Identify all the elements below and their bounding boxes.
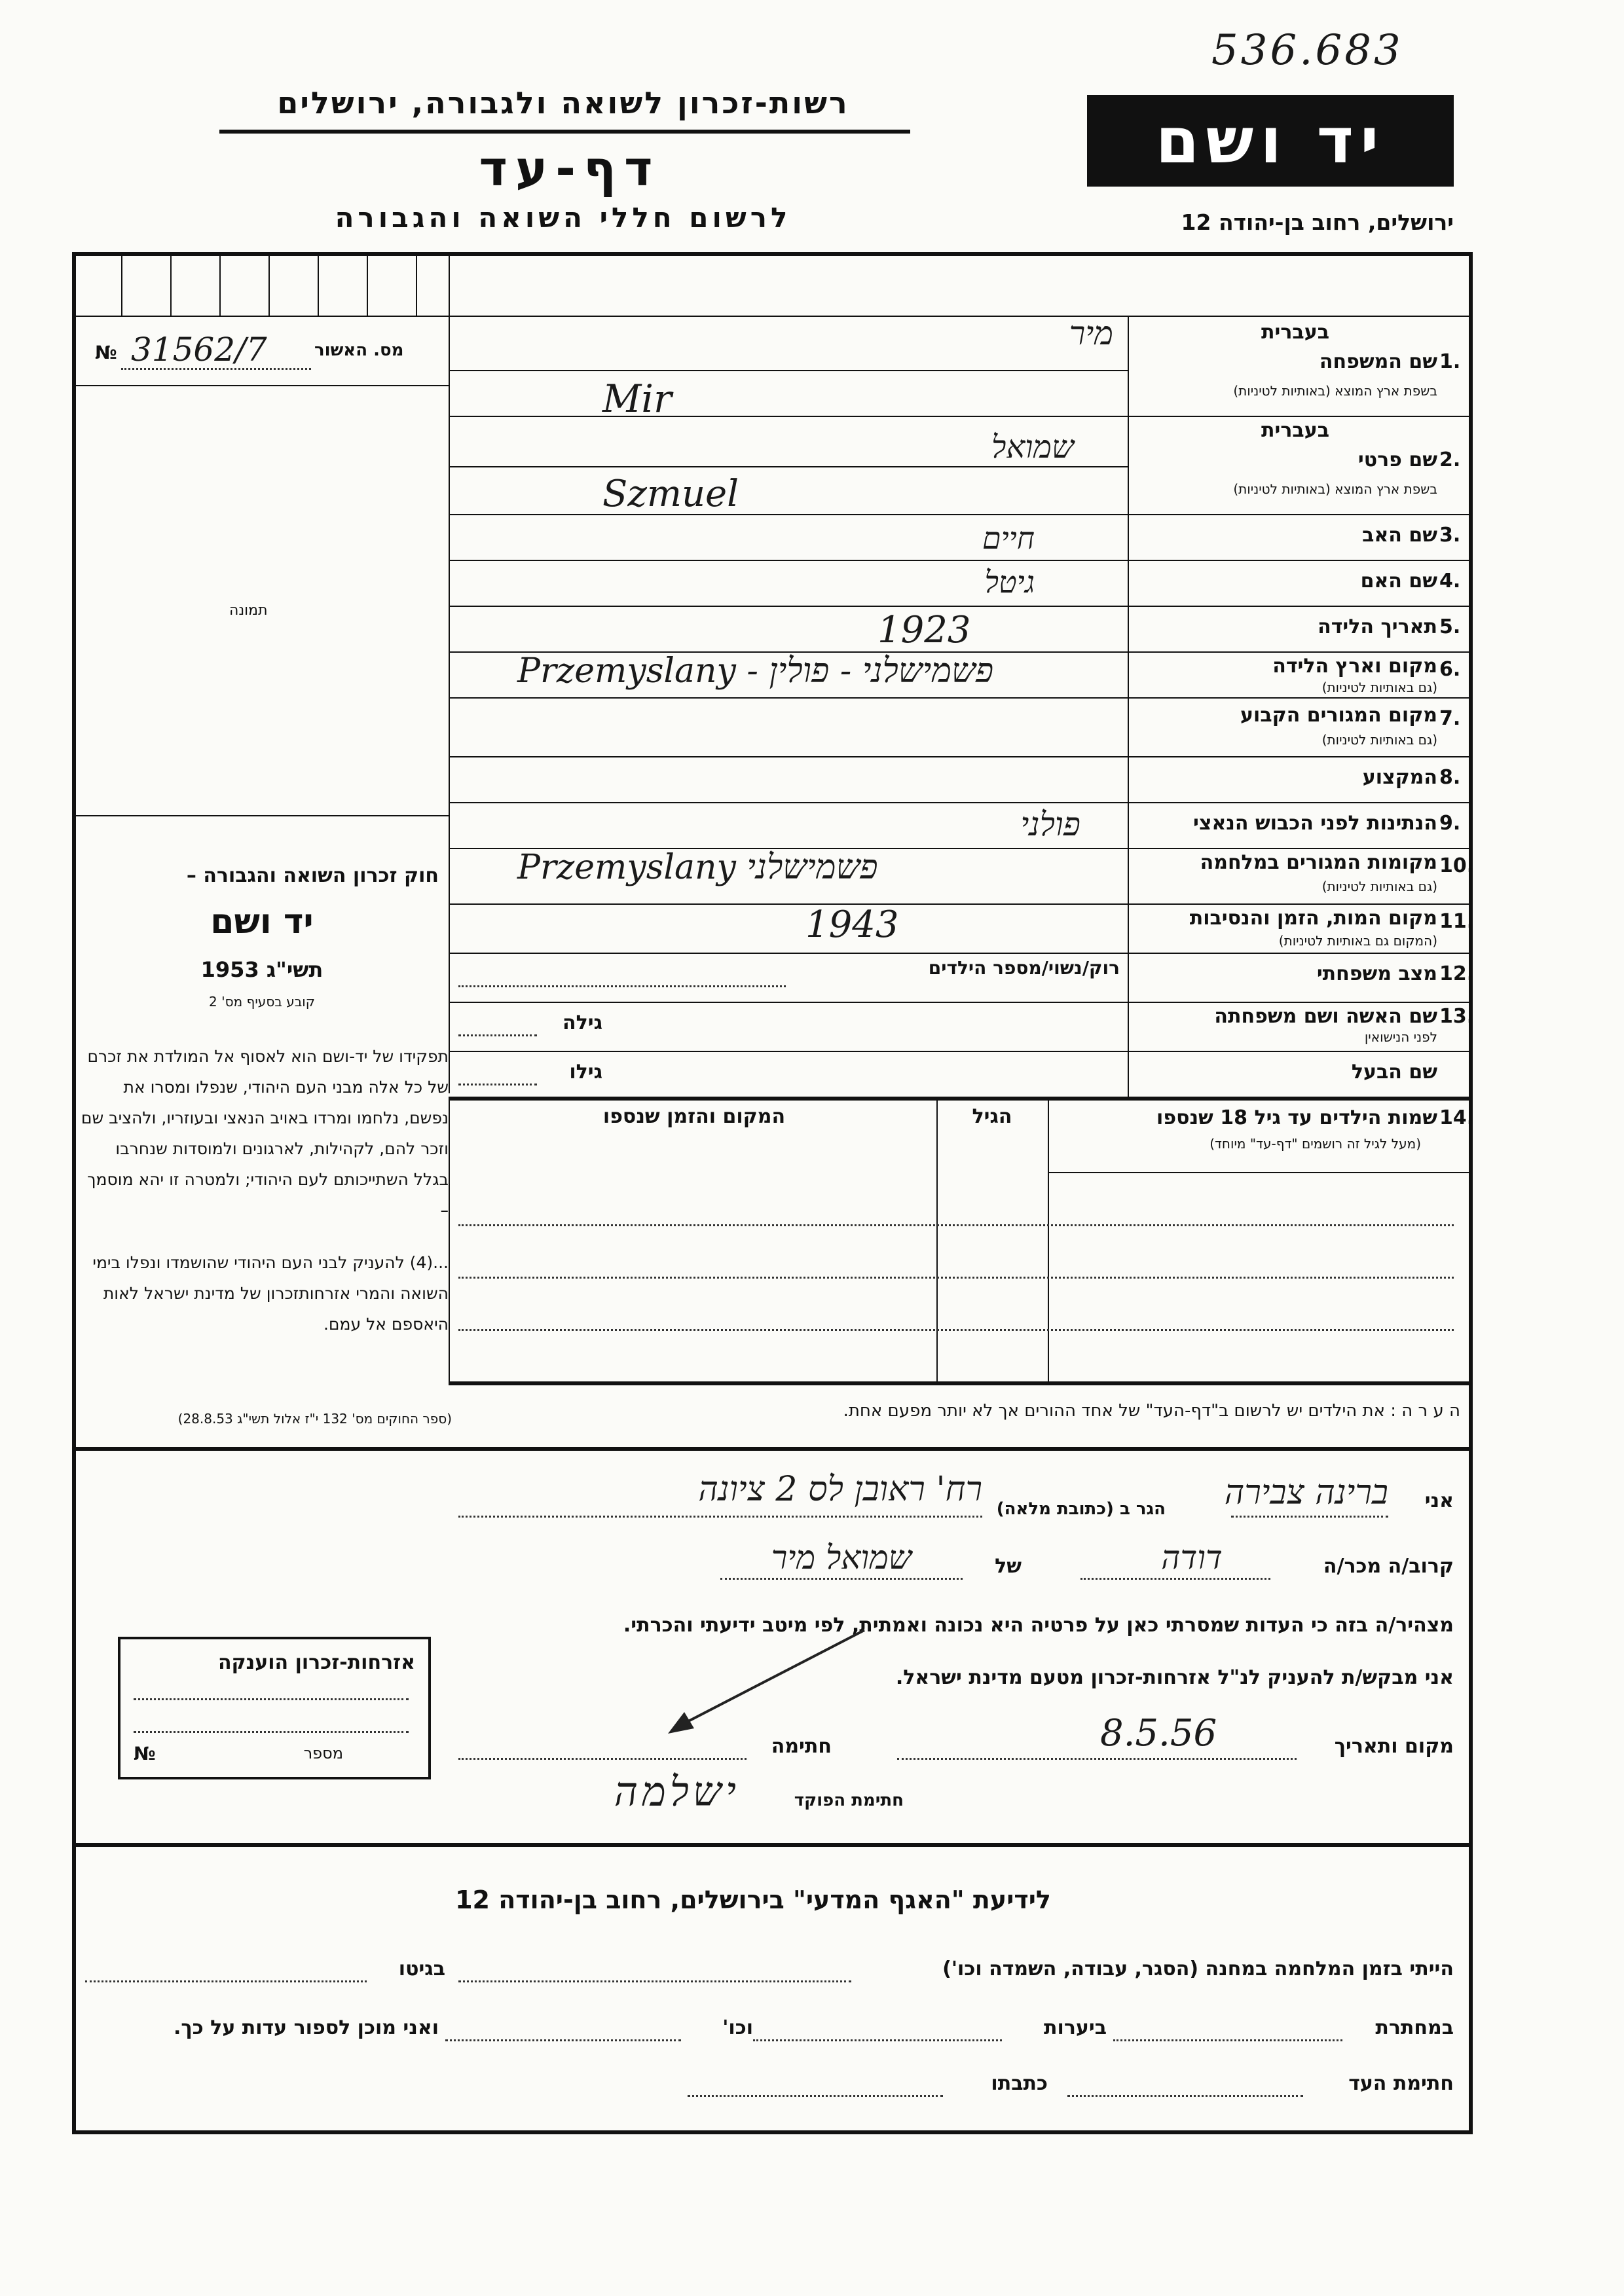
dotted-line bbox=[1080, 1578, 1270, 1580]
dotted-line bbox=[85, 1980, 367, 1982]
f2-label: שם פרטי bbox=[1357, 448, 1437, 471]
info-ghetto-label: בגיטו bbox=[398, 1958, 445, 1980]
children-age-header: הגיל bbox=[972, 1105, 1012, 1128]
relative-label: קרוב/ה מכר/ה bbox=[1323, 1555, 1454, 1578]
f6-value: Przemyslany - פשמישלני - פולין bbox=[517, 651, 994, 691]
citizenship-box bbox=[118, 1637, 431, 1779]
f12-label: מצב משפחתי bbox=[1316, 962, 1437, 985]
row-line bbox=[449, 697, 1469, 699]
children-left-border bbox=[449, 1097, 450, 1385]
frame-right bbox=[1469, 252, 1473, 2134]
f7-num: 7. bbox=[1439, 707, 1461, 730]
f2-num: 2. bbox=[1439, 448, 1461, 471]
f6-label: מקום וארץ הלידה bbox=[1272, 655, 1437, 678]
husband-label: שם הבעל bbox=[1351, 1061, 1437, 1084]
row-line bbox=[449, 953, 1469, 954]
note-line bbox=[72, 1447, 1473, 1451]
dotted-line bbox=[445, 2039, 681, 2041]
header-underline bbox=[219, 130, 910, 134]
form-subtitle: לרשום חללי השואה והגבורה bbox=[335, 202, 792, 234]
f1-value-hebrew: מיר bbox=[1069, 314, 1113, 352]
row-line bbox=[449, 514, 1469, 515]
children-col-divider bbox=[936, 1097, 938, 1385]
info-heading: לידיעת "האגף המדעי" בירושלים, רחוב בן-יהודה 12 bbox=[455, 1886, 1051, 1914]
children-table-bottom bbox=[449, 1381, 1469, 1385]
box-divider bbox=[219, 252, 221, 316]
f5-num: 5. bbox=[1439, 615, 1461, 638]
authority-name: רשות-זכרון לשואה ולגבורה, ירושלים bbox=[277, 85, 849, 120]
row-line bbox=[449, 416, 1469, 417]
row-line bbox=[449, 370, 1128, 371]
f7-sub: (גם באותיות לטיניות) bbox=[1321, 732, 1437, 748]
row-line bbox=[449, 560, 1469, 561]
dotted-line bbox=[1113, 2039, 1342, 2041]
address: ירושלים, רחוב בן-יהודה 12 bbox=[1181, 210, 1454, 235]
declarant-name: ברינה צבירה bbox=[1224, 1473, 1388, 1512]
f2-value-latin: Szmuel bbox=[602, 473, 739, 515]
f14-label: שמות הילדים עד גיל 18 שנספו bbox=[1156, 1106, 1437, 1129]
children-place-header: המקום והזמן שנספו bbox=[602, 1105, 786, 1128]
approval-no-sign: № bbox=[95, 342, 117, 363]
f5-label: תאריך הלידה bbox=[1318, 615, 1437, 638]
f2-sub: בשפת ארץ המוצא (באותיות לטיניות) bbox=[1233, 481, 1437, 497]
dotted-line bbox=[720, 1578, 963, 1580]
photo-label: תמונה bbox=[229, 602, 268, 619]
f11-label: מקום המות, הזמן והנסיבות bbox=[1189, 907, 1437, 930]
dotted-line bbox=[458, 1516, 982, 1518]
dotted-line bbox=[458, 1034, 537, 1036]
citizenship-box-title: אזרחות-זכרון הוענקה bbox=[217, 1651, 415, 1674]
law-year: תשי"ג 1953 bbox=[200, 957, 323, 982]
f11-sub: (המקום גם באותיות לטיניות) bbox=[1278, 933, 1437, 949]
date-value: 8.5.56 bbox=[1100, 1712, 1217, 1755]
info-camp-label: הייתי בזמן המלחמה במחנה (הסגר, עבודה, השמדה וכו') bbox=[942, 1958, 1454, 1980]
dotted-line bbox=[1231, 1516, 1388, 1518]
law-paragraph-1: תפקידו של יד-ושם הוא לאסוף אל המולדת את זכרם של כל אלה מבני העם היהודי, שנפלו ומסרו את נפשם, נלחמו ומרדו באויב הנאצי ובעוזריו, ולהציב שם וזכר להם, לקהילות, לארגונים ולמוסדות שנחרבו בגלל השתייכותם לעם היהודי; ולמטרה זו יהא מוסמך – bbox=[81, 1047, 449, 1220]
info-witness-signature-label: חתימת העד bbox=[1348, 2072, 1454, 2095]
declarant-i-label: אני bbox=[1424, 1489, 1454, 1512]
row-line bbox=[449, 1051, 1469, 1052]
f4-label: שם האם bbox=[1360, 570, 1437, 592]
note: ה ע ר ה : את הילדים יש לרשום ב"דף-העד" של אחד ההורים אך לא יותר מפעם אחת. bbox=[843, 1401, 1460, 1421]
children-row-line bbox=[458, 1277, 1454, 1279]
f3-label: שם האב bbox=[1362, 524, 1437, 547]
law-title: חוק זכרון השואה והגבורה – bbox=[186, 864, 439, 887]
declaration-request: אני מבקש/ת להעניק לנ"ל אזרחות-זכרון מטעם מדינת ישראל. bbox=[895, 1666, 1454, 1689]
info-address-label: כתבתו bbox=[991, 2072, 1048, 2095]
photo-box-bottom bbox=[72, 815, 449, 816]
f3-value: חיים bbox=[982, 520, 1035, 556]
box-divider bbox=[170, 252, 172, 316]
row-line bbox=[449, 802, 1469, 803]
info-ready-label: ואני מוכן לספור עדות על כך. bbox=[174, 2016, 439, 2039]
children-row-line bbox=[458, 1224, 1454, 1226]
place-date-label: מקום ותאריך bbox=[1334, 1735, 1454, 1758]
f12-value: רוק/נשוי/מספר הילדים bbox=[928, 957, 1120, 979]
top-strip-line bbox=[72, 316, 1473, 317]
f14-num: 14. bbox=[1439, 1106, 1475, 1129]
f10-label: מקומות המגורים במלחמה bbox=[1200, 851, 1437, 874]
citizenship-box-no-sign: № bbox=[134, 1743, 156, 1764]
info-forests-label: ביערות bbox=[1044, 2016, 1107, 2039]
dotted-line bbox=[458, 1084, 537, 1085]
left-column-divider bbox=[449, 252, 450, 1093]
f1-sub: בשפת ארץ המוצא (באותיות לטיניות) bbox=[1233, 383, 1437, 399]
of-value: שמואל מיר bbox=[771, 1539, 912, 1576]
children-header-line bbox=[1048, 1172, 1469, 1173]
f1-value-latin: Mir bbox=[602, 376, 672, 421]
dotted-line bbox=[753, 2039, 1002, 2041]
f11-value: 1943 bbox=[805, 903, 899, 946]
declarant-address: רח' ראובן לס 2 ציונה bbox=[698, 1470, 982, 1509]
f9-num: 9. bbox=[1439, 812, 1461, 835]
info-section-line bbox=[72, 1843, 1473, 1847]
row-line bbox=[449, 1097, 1469, 1101]
signature-label: חתימה bbox=[771, 1735, 832, 1758]
approval-value: 31562/7 bbox=[131, 331, 267, 369]
dotted-line bbox=[1067, 2095, 1303, 2097]
f1-num: 1. bbox=[1439, 350, 1461, 373]
f14-sub: (מעל לגיל זה רושמים "דף-עד" מיוחד) bbox=[1209, 1136, 1421, 1152]
dotted-line bbox=[458, 985, 786, 987]
f13-num: 13. bbox=[1439, 1005, 1475, 1028]
f6-num: 6. bbox=[1439, 658, 1461, 681]
dotted-line bbox=[688, 2095, 943, 2097]
arrow-icon bbox=[655, 1624, 871, 1741]
frame-top bbox=[72, 252, 1473, 256]
info-etc-label: וכו' bbox=[722, 2016, 753, 2039]
of-label: של bbox=[995, 1555, 1022, 1578]
f10-value: Przemyslany פשמישלני bbox=[517, 848, 878, 887]
f10-sub: (גם באותיות לטיניות) bbox=[1321, 879, 1437, 894]
citizenship-box-number-label: מספר bbox=[303, 1744, 343, 1762]
f9-label: הנתינות לפני הכבוש הנאצי bbox=[1193, 812, 1437, 835]
f3-num: 3. bbox=[1439, 524, 1461, 547]
dotted-line bbox=[134, 1698, 409, 1700]
law-clause: קובע בסעיף מס' 2 bbox=[209, 994, 315, 1010]
dotted-line bbox=[458, 1980, 851, 1982]
f9-value: פולני bbox=[1020, 805, 1080, 843]
yad-vashem-logo bbox=[1087, 95, 1454, 187]
declaration-statement: מצהיר/ה בזה כי העדות שמסרתי כאן על פרטיה היא נכונה ואמתית, לפי מיטב ידיעתי והכרתי. bbox=[623, 1614, 1454, 1637]
box-divider bbox=[268, 252, 270, 316]
info-underground-label: במחתרת bbox=[1375, 2016, 1454, 2039]
row-line bbox=[449, 1002, 1469, 1003]
dotted-line bbox=[458, 1758, 747, 1760]
husband-age-label: גילו bbox=[569, 1061, 602, 1084]
f7-label: מקום המגורים הקבוע bbox=[1240, 704, 1437, 727]
approval-label: מס. האשור bbox=[314, 340, 404, 360]
row-line bbox=[449, 606, 1469, 607]
form-title: דף-עד bbox=[479, 141, 661, 197]
dotted-line bbox=[134, 1731, 409, 1733]
wife-age-label: גילה bbox=[563, 1011, 602, 1034]
f12-num: 12. bbox=[1439, 962, 1475, 985]
box-divider bbox=[121, 252, 122, 316]
dotted-line bbox=[121, 368, 311, 370]
address-label: הגר ב (כתובת מלאה) bbox=[996, 1499, 1166, 1519]
f1-label: שם המשפחה bbox=[1319, 350, 1437, 373]
f2-heb-label: בעברית bbox=[1261, 419, 1329, 442]
logo-text: יד ושם bbox=[1155, 104, 1386, 177]
box-divider bbox=[416, 252, 417, 316]
f5-value: 1923 bbox=[877, 609, 971, 651]
box-divider bbox=[367, 252, 368, 316]
law-name: יד ושם bbox=[210, 902, 314, 941]
label-column-divider bbox=[1128, 316, 1129, 1098]
frame-bottom bbox=[72, 2130, 1473, 2134]
f4-value: גיטל bbox=[984, 564, 1035, 600]
f6-sub: (גם באותיות לטיניות) bbox=[1321, 680, 1437, 695]
f10-num: 10. bbox=[1439, 854, 1475, 877]
officer-signature: ישלמה bbox=[614, 1768, 740, 1815]
frame-left bbox=[72, 252, 76, 2134]
children-col-divider bbox=[1048, 1097, 1049, 1385]
f1-heb-label: בעברית bbox=[1261, 321, 1329, 344]
reference-number: 536.683 bbox=[1211, 26, 1403, 75]
f8-num: 8. bbox=[1439, 766, 1461, 789]
row-line bbox=[449, 756, 1469, 757]
law-gazette: (ספר החוקים מס' 132 י"ז אלול תשי"ג 28.8.53) bbox=[177, 1411, 452, 1427]
row-line bbox=[449, 903, 1469, 905]
officer-label: חתימת הפוקד bbox=[794, 1791, 904, 1810]
f13-sub: לפני הנישואין bbox=[1364, 1029, 1437, 1045]
f4-num: 4. bbox=[1439, 570, 1461, 592]
f11-num: 11. bbox=[1439, 910, 1475, 933]
children-row-line bbox=[458, 1329, 1454, 1331]
photo-box-top bbox=[72, 385, 449, 386]
f8-label: המקצוע bbox=[1362, 766, 1437, 789]
row-line bbox=[449, 466, 1128, 467]
f2-value-hebrew: שמואל bbox=[991, 429, 1074, 465]
law-paragraph-2: ...(4) להעניק לבני העם היהודי שהושמדו ונפלו בימי השואה והמרי אזרחותזכרון של מדינת ישראל לאות היאספם אל עמם. bbox=[92, 1253, 449, 1334]
dotted-line bbox=[897, 1758, 1297, 1760]
f13-label: שם האשה ושם משפחתה bbox=[1214, 1005, 1437, 1028]
relation-value: דודה bbox=[1161, 1539, 1223, 1576]
box-divider bbox=[318, 252, 319, 316]
